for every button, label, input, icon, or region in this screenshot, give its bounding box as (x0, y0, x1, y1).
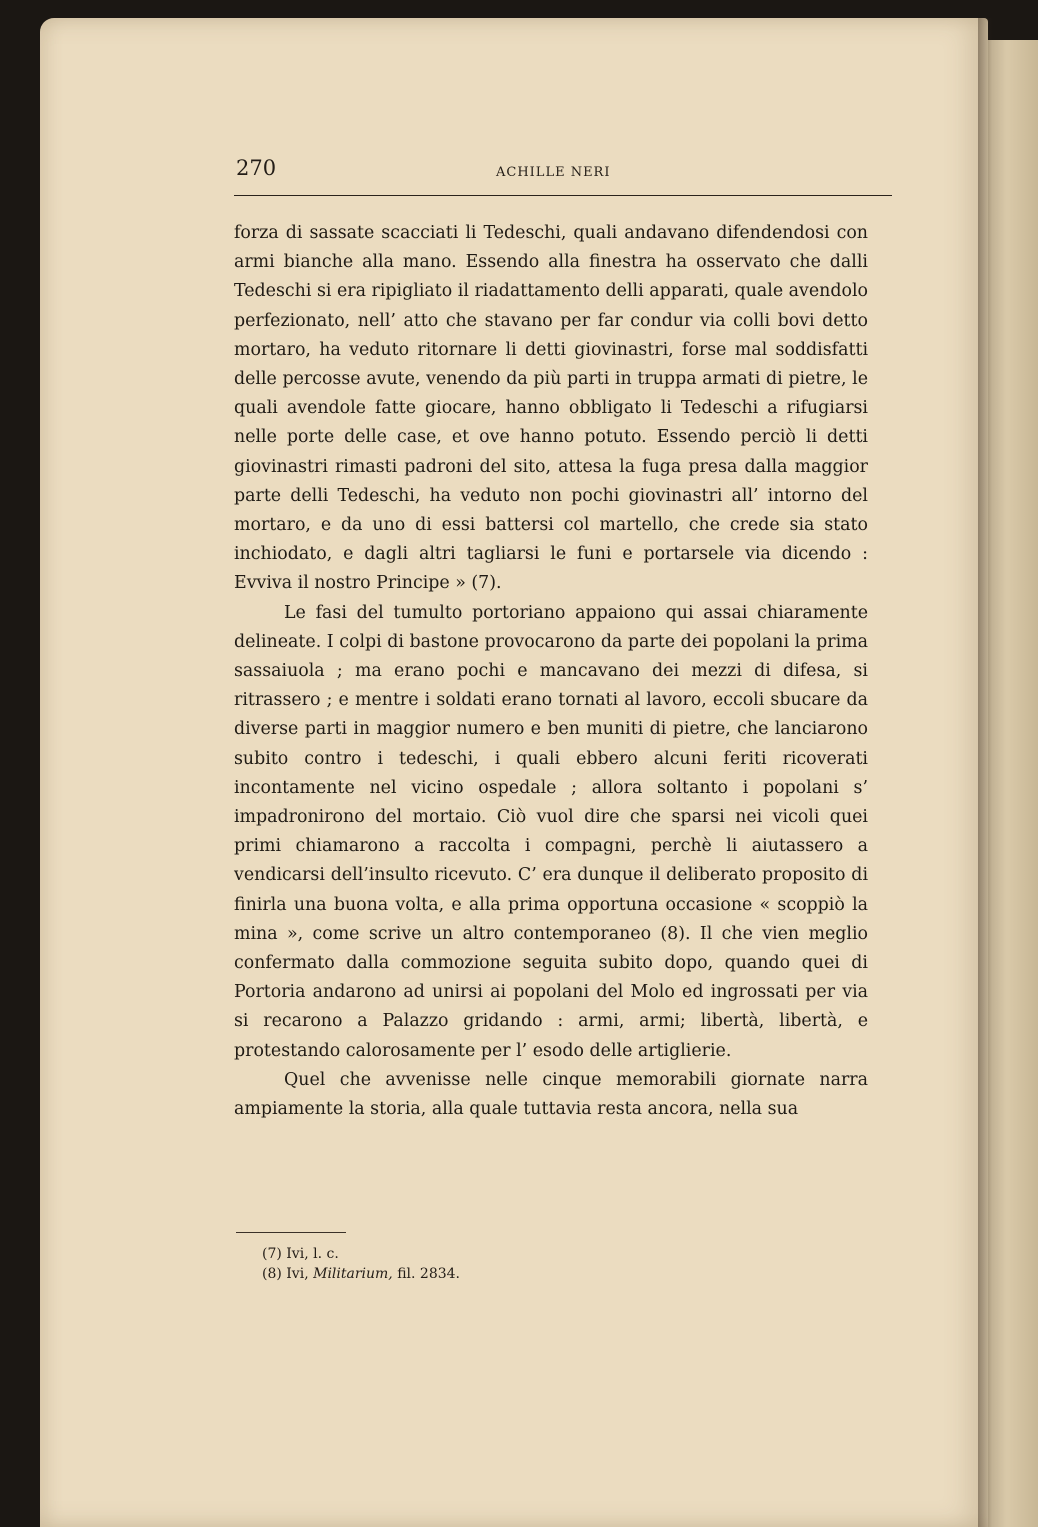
header-rule (234, 195, 892, 196)
footnote-rule (236, 1232, 346, 1233)
page-header (236, 156, 890, 196)
paragraph: Quel che avvenisse nelle cinque memorabili giornate narra ampiamente la storia, alla quale tuttavia resta ancora, nella sua (234, 1069, 868, 1120)
footnote-8: (8) Ivi, Militarium, fil. 2834. (262, 1266, 461, 1282)
gutter-shadow (978, 18, 992, 1527)
footnotes (262, 1244, 460, 1284)
footnote-7: (7) Ivi, l. c. (262, 1246, 339, 1262)
running-head: ACHILLE NERI (496, 165, 611, 180)
page-number: 270 (236, 156, 277, 180)
paragraph-continuation: forza di sassate scacciati li Tedeschi, quali andavano difendendosi con armi bianche alla mano. Essendo alla finestra ha osservato che dalli Tedeschi si era ripigliato il riadattamento delli apparati, quale avendolo perfezionato, nell’ atto che stavano per far condur via colli bovi detto mortaro, ha veduto ritornare li detti giovinastri, forse mal soddisfatti delle percosse avute, venendo da più parti in truppa armati di pietre, le quali avendole fatte giocare, hanno obbligato li Tedeschi a rifugiarsi nelle porte delle case, et ove hanno potuto. Essendo perciò li detti giovinastri rimasti padroni del sito, attesa la fuga presa dalla maggior parte delli Tedeschi, ha veduto non pochi giovinastri all’ intorno del mortaro, e da uno di essi battersi col martello, che crede sia stato inchiodato, e dagli altri tagliarsi le funi e portarsele via dicendo : Evviva il nostro Principe » (7). (234, 223, 868, 594)
body-text (234, 219, 868, 1124)
paragraph: Le fasi del tumulto portoriano appaiono qui assai chiaramente delineate. I colpi di bastone provocarono da parte dei popolani la prima sassaiuola ; ma erano pochi e mancavano dei mezzi di difesa, si ritrassero ; e mentre i soldati erano tornati al lavoro, eccoli sbucare da diverse parti in maggior numero e ben muniti di pietre, che lanciarono subito contro i tedeschi, i quali ebbero alcuni feriti ricoverati incontamente nel vicino ospedale ; allora soltanto i popolani s’ impadronirono del mortaio. Ciò vuol dire che sparsi nei vicoli quei primi chiamarono a raccolta i compagni, perchè li aiutassero a vendicarsi dell’insulto ricevuto. C’ era dunque il deliberato proposito di finirla una buona volta, e alla prima opportuna occasione « scoppiò la mina », come scrive un altro contemporaneo (8). Il che vien meglio confermato dalla commozione seguita subito dopo, quando quei di Portoria andarono ad unirsi ai popolani del Molo ed ingrossati per via si recarono a Palazzo gridando : armi, armi; libertà, libertà, e protestando calorosamente per l’ esodo delle artiglierie. (234, 602, 868, 1061)
adjacent-page-edge (986, 40, 1038, 1527)
